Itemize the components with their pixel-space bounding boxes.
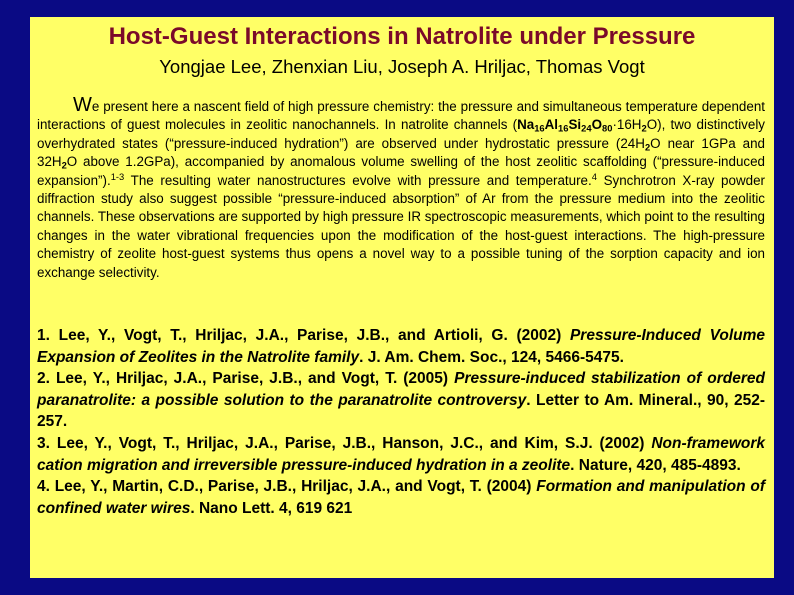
reference-item: 1. Lee, Y., Vogt, T., Hriljac, J.A., Parise, J.B., and Artioli, G. (2002) Pressure-Induced Volume Expansion of Zeolites in the Natrolite family. J. Am. Chem. Soc., 124, 5466-5475. (37, 327, 765, 366)
author-list: Yongjae Lee, Zhenxian Liu, Joseph A. Hriljac, Thomas Vogt (159, 56, 645, 77)
abstract-text-3: O near 1GPa and 32H (37, 135, 765, 170)
reference-list (37, 325, 765, 519)
abstract-text-5: The resulting water nanostructures evolve with pressure and temperature. (124, 172, 592, 188)
abstract (37, 94, 765, 282)
abstract-text-2: ), two distinctively overhydrated states (“pressure-induced hydration”) are observed under hydrostatic pressure (24H (37, 117, 765, 151)
slide-title: Host-Guest Interactions in Natrolite under Pressure (108, 23, 696, 50)
abstract-text-4: O above 1.2GPa), accompanied by anomalous volume swelling of the host zeolitic scaffolding (“pressure-induced expansion”). (37, 154, 765, 188)
reference-title: Non-framework cation migration and irreversible pressure-induced hydration in a zeolite (37, 434, 765, 474)
reference-title: Pressure-Induced Volume Expansion of Zeolites in the Natrolite family (37, 327, 765, 366)
slide (30, 17, 774, 578)
abstract-paragraph: We present here a nascent field of high pressure chemistry: the pressure and simultaneous temperature dependent interactions of guest molecules in zeolitic nanochannels. In natrolite channels $(Na_{16}Al_{16}Si_{24}O_{80}\cdot 16H_2O)$, two distinctively overhydrated states (“pressure-induced hydration”) are observed under hydrostatic pressure ($24H_2O$ near 1GPa and $32H_2O$ above 1.2GPa), accompanied by anomalous volume swelling of the host zeolitic scaffolding (“pressure-induced expansion”).$^{1-3}$ The resulting water nanostructures evolve with pressure and temperature.$^4$ Synchrotron X-ray powder diffraction study also suggest possible “pressure-induced absorption” of Ar from the pressure medium into the zeolitic channels. These observations are supported by high pressure IR spectroscopic measurements, which point to the resulting changes in the water vibrational frequencies upon the modification of the host-guest interactions. The high-pressure chemistry of zeolite host-guest systems thus opens a novel way to a possible tuning of the sorption capacity and ion exchange selectivity. (37, 94, 765, 280)
citation-1-3: 1-3 (110, 171, 125, 182)
abstract-text-6: Synchrotron X-ray powder diffraction study also suggest possible “pressure-induced absorption” of Ar from the pressure medium into the zeolitic channels. These observations are supported by high pressure IR spectroscopic measurements, which point to the resulting changes in the water vibrational frequencies upon the modification of the host-guest interactions. The high-pressure chemistry of zeolite host-guest systems thus opens a novel way to a possible tuning of the sorption capacity and ion exchange selectivity. (37, 172, 765, 280)
reference-title: Formation and manipulation of confined water wires (37, 478, 765, 517)
citation-4: 4 (591, 171, 597, 182)
reference-item: 3. Lee, Y., Vogt, T., Hriljac, J.A., Parise, J.B., Hanson, J.C., and Kim, S.J. (2002) Non-framework cation migration and irreversible pressure-induced hydration in a zeolite. Nature, 420, 485-4893. (37, 434, 765, 474)
drop-letter: W (73, 94, 92, 116)
reference-title: Pressure-induced stabilization of ordered paranatrolite: a possible solution to the paranatrolite controversy (37, 370, 765, 409)
reference-item: 2. Lee, Y., Hriljac, J.A., Parise, J.B., and Vogt, T. (2005) Pressure-induced stabilization of ordered paranatrolite: a possible solution to the paranatrolite controversy. Letter to Am. Mineral., 90, 252-257. (37, 370, 765, 431)
reference-item: 4. Lee, Y., Martin, C.D., Parise, J.B., Hriljac, J.A., and Vogt, T. (2004) Formation and manipulation of confined water wires. Nano Lett. 4, 619 621 (37, 478, 765, 517)
formula: $Na_{16}Al_{16}Si_{24}O_{80}$ (517, 117, 613, 134)
abstract-text-1: e present here a nascent field of high pressure chemistry: the pressure and simultaneous temperature dependent interactions of guest molecules in zeolitic nanochannels. In natrolite channels ( (37, 99, 765, 133)
